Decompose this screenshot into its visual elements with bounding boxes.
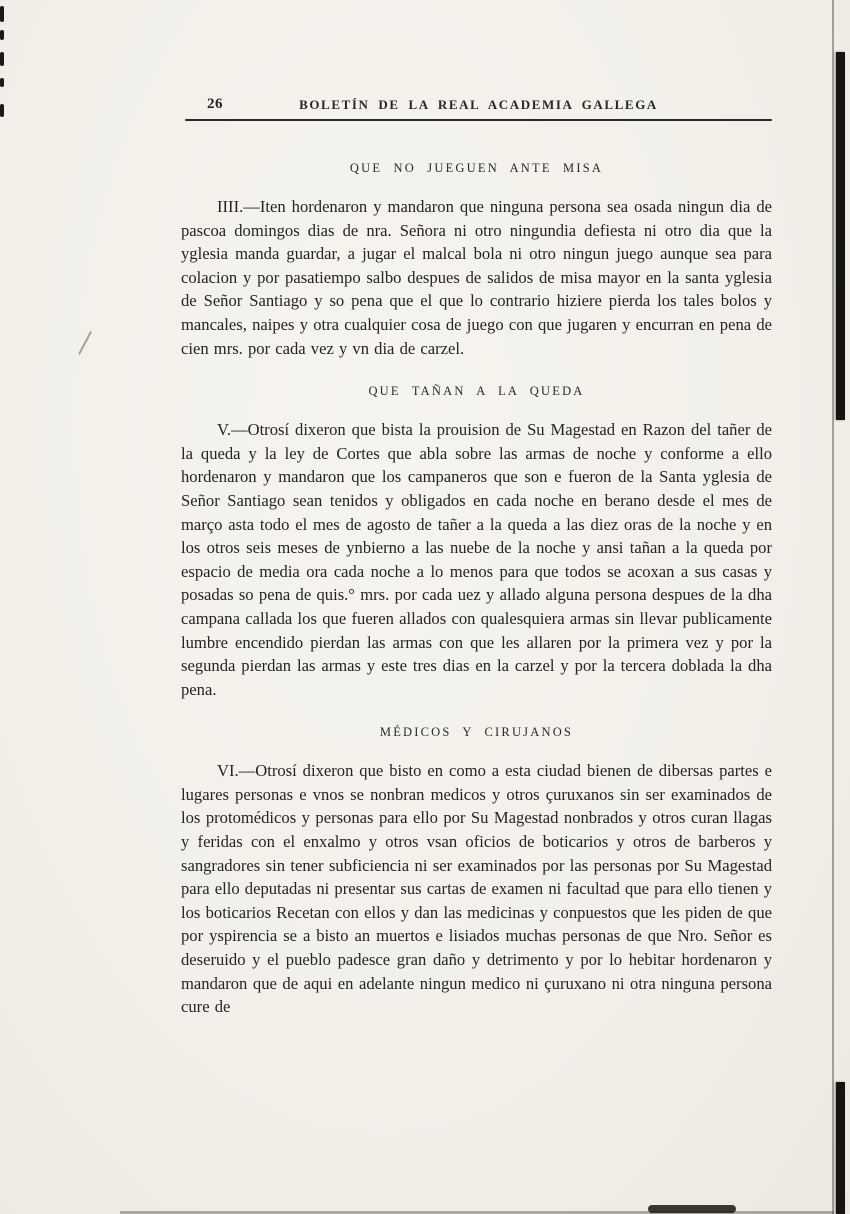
scan-artifact-scratch xyxy=(78,331,92,355)
scan-artifact-left-dash xyxy=(0,52,4,66)
scan-artifact-left-dash xyxy=(0,78,4,87)
scan-artifact-right-bar-bottom xyxy=(836,1082,845,1214)
section-paragraph: VI.—Otrosí dixeron que bisto en como a esta ciudad bienen de dibersas partes e lugares personas e vnos se nonbran medicos y otros çuruxanos sin ser examinados de los protomédicos y personas para ello por Su Magestad nonbrados y otros curan llagas y feridas con el enxalmo y otros vsan oficios de boticarios y otros de barberos y sangradores sin tener subficiencia ni ser examinados por las personas por Su Magestad para ello deputadas ni presentar sus cartas de examen ni facultad que para ello tienen y los boticarios Recetan con ellos y dan las medicinas y conpuestos que les piden de que por yspirencia se a bisto an muertos e lisiados muchas personas de que Nro. Señor es deseruido y el pueblo padesce gran daño y detrimento y por lo hebitar hordenaron y mandaron que de aqui en adelante ningun medico ni çuruxano ni otra ninguna persona cure de xyxy=(181,761,772,1017)
scan-artifact-right-line xyxy=(832,0,834,1214)
section-que-tanan-a-la-queda xyxy=(181,384,772,701)
scan-artifact-left-dash xyxy=(0,104,4,117)
section-paragraph: IIII.—Iten hordenaron y mandaron que ninguna persona sea osada ningun dia de pascoa domingos dias de nra. Señora ni otro ningundia defiesta ni otro dia que la yglesia manda guardar, a jugar el malcal bola ni otro ningun juego aunque sea para colacion y por pasatiempo salbo despues de salidos de misa mayor en la santa yglesia de Señor Santiago y so pena que el que lo contrario hiziere pierda los tales bolos y mancales, naipes y otra cualquier cosa de juego con que jugaren y encurran en pena de cien mrs. por cada vez y vn dia de carzel. xyxy=(181,197,772,358)
scan-artifact-bottom-smudge xyxy=(648,1205,736,1213)
page-header xyxy=(185,95,772,115)
scan-artifact-right-bar-top xyxy=(836,52,845,420)
header-rule xyxy=(185,119,772,121)
section-paragraph: V.—Otrosí dixeron que bista la prouision de Su Magestad en Razon del tañer de la queda y la ley de Cortes que abla sobre las armas de noche y conforme a ello hordenaron y mandaron que los campaneros que son e fueron de la Santa yglesia de Señor Santiago sean tenidos y obligados en cada noche en berano desde el mes de março asta todo el mes de agosto de tañer a la queda a las diez oras de la noche y en los otros seis meses de ynbierno a las nuebe de la noche y ansi tañan a la queda por espacio de media ora cada noche a lo menos para que todos se acoxan a sus casas y posadas so pena de quis.° mrs. por cada uez y allado alguna persona despues de la dha campana callada los que fueren allados con qualesquiera armas sin llevar publicamente lumbre encendido pierdan las armas con que les allaren por la primera vez y por la segunda pierdan las armas y este tres dias en la carzel y por la tercera doblada la dha pena. xyxy=(181,420,772,699)
scan-artifact-left-dash xyxy=(0,30,4,40)
page-number: 26 xyxy=(207,96,223,112)
scan-artifact-left-dash xyxy=(0,6,4,22)
header-title: BOLETÍN DE LA REAL ACADEMIA GALLEGA xyxy=(299,97,658,112)
section-heading: QUE TAÑAN A LA QUEDA xyxy=(368,384,585,399)
section-heading: QUE NO JUEGUEN ANTE MISA xyxy=(349,161,604,175)
section-medicos-y-cirujanos xyxy=(181,725,772,1019)
page-body xyxy=(181,150,772,1019)
section-que-no-jueguen-ante-misa xyxy=(181,161,772,360)
section-heading: MÉDICOS Y CIRUJANOS xyxy=(379,725,574,740)
